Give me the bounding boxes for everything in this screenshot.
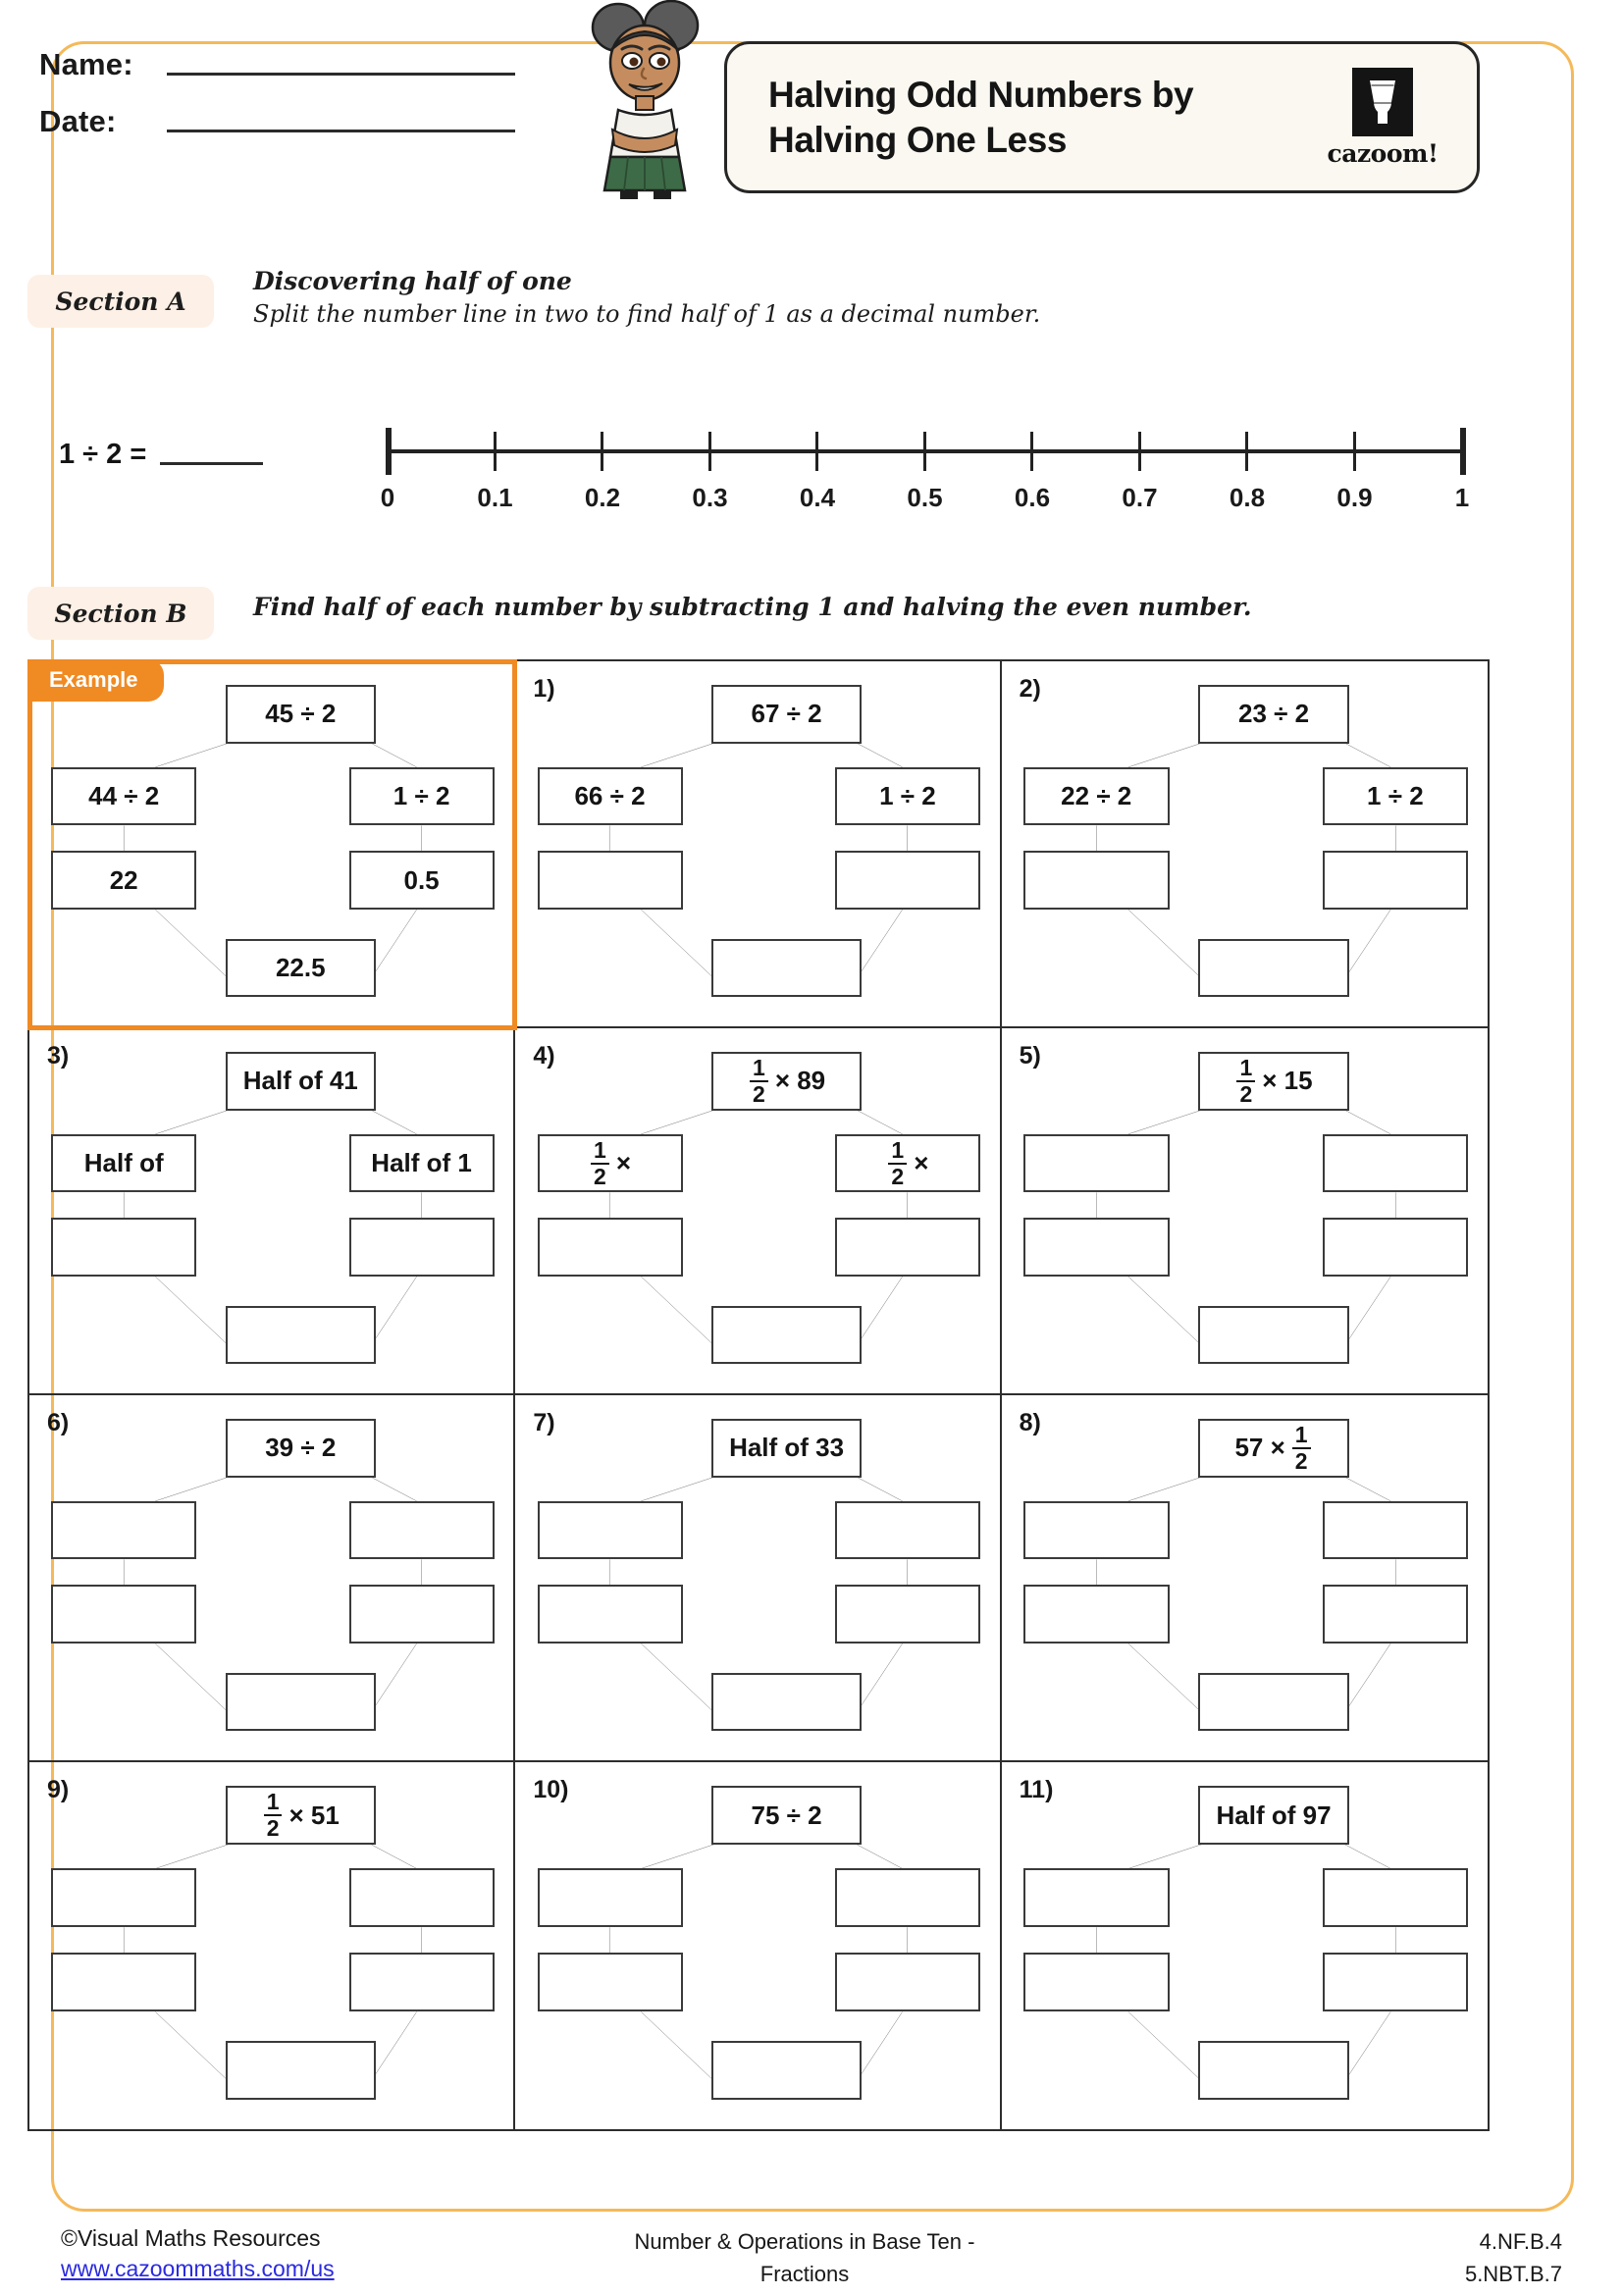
bottom-left-box[interactable] [51,1585,196,1644]
section-a-badge: Section A [27,275,214,328]
subject-line-1: Number & Operations in Base Ten - [634,2229,975,2254]
number-line-label: 0.2 [584,483,621,512]
mid-right-box[interactable] [349,1868,495,1927]
question-cell-q1 [515,661,1001,1028]
halving-diagram [515,1762,999,2129]
mid-right-box: 1 ÷ 2 [1323,767,1469,826]
halving-diagram [29,1762,513,2129]
worksheet-footer [0,2225,1623,2296]
halving-diagram [1002,661,1488,1026]
top-box: Half of 33 [711,1419,862,1478]
date-input-line[interactable] [167,130,515,132]
number-line-tick [1460,428,1466,475]
result-box[interactable] [711,2041,862,2100]
number-line-label: 0.1 [477,483,513,512]
number-line-tick [708,432,711,471]
footer-standards [1465,2225,1562,2290]
mid-right-box: 1 ÷ 2 [349,767,495,826]
fraction [591,1136,609,1189]
top-box: Half of 41 [226,1052,376,1111]
mid-left-box[interactable] [538,1868,683,1927]
name-input-line[interactable] [167,73,515,76]
mid-right-box[interactable] [835,1868,980,1927]
mid-left-box: 44 ÷ 2 [51,767,196,826]
result-box[interactable] [226,1306,376,1365]
bottom-right-box[interactable] [1323,1218,1469,1277]
fraction-numerator: 1 [753,1054,765,1080]
expr-prefix: 57 × [1234,1433,1285,1463]
bottom-right-box: 0.5 [349,851,495,910]
bottom-right-box[interactable] [1323,851,1469,910]
student-mascot-illustration [577,0,714,199]
fraction-denominator: 2 [1292,1447,1311,1473]
halving-diagram [1002,1395,1488,1760]
worksheet-header [0,0,1623,221]
top-box [1198,1419,1349,1478]
bottom-right-box[interactable] [835,851,980,910]
question-number: 5) [1019,1042,1041,1070]
fraction-denominator: 2 [264,1814,283,1840]
logo-wordmark: cazoom! [1327,138,1439,168]
number-line-label: 0.4 [799,483,836,512]
mid-right-box[interactable] [1323,1868,1469,1927]
result-box[interactable] [711,1673,862,1732]
expr-suffix: × 15 [1262,1066,1313,1096]
fraction-numerator: 1 [1294,1421,1308,1447]
drum-icon [1352,68,1413,136]
question-number: 1) [533,675,555,703]
question-cell-q6 [29,1395,515,1762]
bottom-left-box[interactable] [538,1953,683,2011]
bottom-right-box[interactable] [1323,1953,1469,2011]
fraction [750,1054,768,1107]
section-b-instruction: Find half of each number by subtracting 1 and halving the even number. [253,593,1252,621]
question-cell-q3 [29,1028,515,1395]
question-cell-q2 [1002,661,1488,1028]
question-grid [27,659,1490,2131]
question-cell-q5 [1002,1028,1488,1395]
bottom-left-box[interactable] [51,1953,196,2011]
bottom-right-box[interactable] [835,1953,980,2011]
worksheet-title-banner [724,41,1480,193]
copyright-text: ©Visual Maths Resources [61,2225,321,2251]
question-cell-q9 [29,1762,515,2129]
fraction-denominator: 2 [750,1080,768,1106]
fraction-numerator: 1 [266,1789,280,1815]
top-box: 23 ÷ 2 [1198,685,1349,744]
top-box [1198,1052,1349,1111]
standard-code-1: 4.NF.B.4 [1479,2229,1562,2254]
bottom-right-box[interactable] [835,1218,980,1277]
expr-suffix: × [615,1148,631,1178]
question-number: 9) [47,1776,70,1803]
top-box: 75 ÷ 2 [711,1786,862,1845]
halving-diagram [1002,1762,1488,2129]
top-box: 67 ÷ 2 [711,685,862,744]
equation-text: 1 ÷ 2 = [59,439,147,470]
question-number: 10) [533,1776,569,1803]
bottom-left-box[interactable] [538,851,683,910]
question-cell-q8 [1002,1395,1488,1762]
number-line-tick [1138,432,1141,471]
question-cell-q10 [515,1762,1001,2129]
number-line-label: 0.8 [1229,483,1266,512]
fraction-denominator: 2 [591,1163,609,1188]
result-box[interactable] [711,1306,862,1365]
bottom-left-box[interactable] [1023,851,1170,910]
bottom-left-box[interactable] [538,1218,683,1277]
bottom-right-box[interactable] [835,1585,980,1644]
mid-right-box: 1 ÷ 2 [835,767,980,826]
result-box: 22.5 [226,939,376,998]
section-a-instruction: Split the number line in two to find half of 1 as a decimal number. [253,300,1041,328]
question-number: 3) [47,1042,70,1070]
mid-left-box: 22 ÷ 2 [1023,767,1170,826]
name-row [39,47,515,82]
fraction-numerator: 1 [1239,1054,1253,1080]
number-line-tick [1245,432,1248,471]
mid-right-box[interactable] [1323,1501,1469,1560]
question-number: 8) [1019,1409,1041,1436]
fraction [264,1791,283,1840]
number-line-label: 0.6 [1014,483,1051,512]
result-box[interactable] [1198,939,1349,998]
number-line-tick [494,432,497,471]
number-line [380,422,1470,520]
bottom-left-box[interactable] [1023,1953,1170,2011]
number-line-label: 0 [380,483,395,512]
bottom-right-box[interactable] [1323,1585,1469,1644]
number-line-label: 0.7 [1122,483,1158,512]
bottom-left-box[interactable] [1023,1218,1170,1277]
question-cell-q4 [515,1028,1001,1395]
result-box[interactable] [1198,1306,1349,1365]
mid-right-box: Half of 1 [349,1134,495,1193]
name-date-block [39,47,515,161]
subject-line-2: Fractions [759,2262,850,2286]
mid-left-box: 66 ÷ 2 [538,767,683,826]
expr-suffix: × [914,1148,929,1178]
name-label: Name: [39,47,133,81]
date-label: Date: [39,104,117,138]
expr-suffix: × 89 [774,1066,826,1096]
top-box: 45 ÷ 2 [226,685,376,744]
number-line-tick [923,432,926,471]
mid-left-box[interactable] [1023,1501,1170,1560]
bottom-right-box[interactable] [349,1953,495,2011]
halving-diagram [1002,1028,1488,1393]
number-line-tick [386,428,392,475]
bottom-left-box[interactable] [538,1585,683,1644]
fraction [888,1136,907,1189]
page-title: Halving Odd Numbers by Halving One Less [768,75,1194,160]
section-a-description [253,267,1040,328]
mid-left-box[interactable] [51,1501,196,1560]
halving-diagram [515,661,999,1026]
halving-diagram [515,1028,999,1393]
section-b-description [253,593,1252,626]
fraction-denominator: 2 [1236,1080,1255,1106]
question-cell-q7 [515,1395,1001,1762]
mid-left-box[interactable] [1023,1134,1170,1193]
mid-left-box[interactable] [538,1501,683,1560]
bottom-left-box[interactable] [1023,1585,1170,1644]
bottom-left-box: 22 [51,851,196,910]
result-box[interactable] [226,2041,376,2100]
number-line-tick [1030,432,1033,471]
example-badge: Example [27,659,164,702]
section-a-heading: Discovering half of one [253,267,572,295]
number-line-label: 0.9 [1336,483,1373,512]
number-line-tick [1353,432,1356,471]
question-number: 4) [533,1042,555,1070]
mid-right-box [835,1134,980,1193]
result-box[interactable] [1198,2041,1349,2100]
top-box: Half of 97 [1198,1786,1349,1845]
equation-answer-blank[interactable] [160,462,263,465]
question-number: 11) [1019,1776,1054,1803]
question-number: 6) [47,1409,70,1436]
number-line-tick [601,432,603,471]
result-box[interactable] [1198,1673,1349,1732]
mid-right-box[interactable] [1323,1134,1469,1193]
number-line-tick [815,432,818,471]
mid-left-box[interactable] [51,1868,196,1927]
mid-left-box: Half of [51,1134,196,1193]
section-a-equation [59,439,263,471]
halving-diagram [29,1028,513,1393]
number-line-label: 0.5 [907,483,943,512]
mid-right-box[interactable] [835,1501,980,1560]
halving-diagram [29,661,513,1026]
top-box [226,1786,376,1845]
section-b-badge: Section B [27,587,214,640]
result-box[interactable] [711,939,862,998]
date-row [39,104,515,139]
top-box [711,1052,862,1111]
footer-credits [61,2225,335,2282]
halving-diagram [515,1395,999,1760]
bottom-left-box[interactable] [51,1218,196,1277]
fraction [1236,1054,1255,1107]
website-link[interactable]: www.cazoommaths.com/us [61,2256,335,2281]
question-cell-q11 [1002,1762,1488,2129]
mid-left-box [538,1134,683,1193]
footer-subject [550,2225,1060,2290]
cazoom-logo [1314,68,1451,168]
number-line-label: 0.3 [692,483,728,512]
bottom-right-box[interactable] [349,1218,495,1277]
fraction [1292,1421,1311,1474]
fraction-denominator: 2 [888,1163,907,1188]
mid-right-box[interactable] [349,1501,495,1560]
fraction-numerator: 1 [891,1136,905,1163]
result-box[interactable] [226,1673,376,1732]
expr-suffix: × 51 [288,1800,340,1830]
question-number: 7) [533,1409,555,1436]
standard-code-2: 5.NBT.B.7 [1464,2262,1562,2286]
question-number: 2) [1019,675,1041,703]
mid-left-box[interactable] [1023,1868,1170,1927]
top-box: 39 ÷ 2 [226,1419,376,1478]
number-line-label: 1 [1454,483,1470,512]
bottom-right-box[interactable] [349,1585,495,1644]
halving-diagram [29,1395,513,1760]
question-cell-example [29,661,515,1028]
fraction-numerator: 1 [594,1136,606,1163]
